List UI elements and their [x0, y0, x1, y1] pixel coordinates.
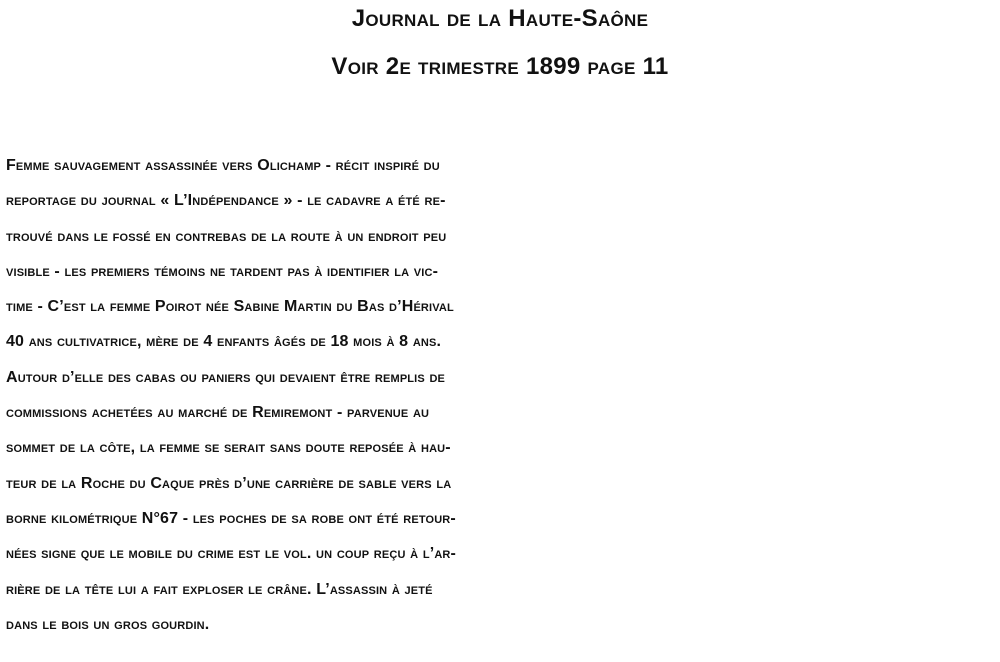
article-line: reportage du journal « L’Indépendance » - le cadavre a été re- — [6, 192, 446, 210]
article-line: sommet de la côte, la femme se serait sans doute reposée à hau- — [6, 439, 451, 457]
article-line: 40 ans cultivatrice, mère de 4 enfants âgés de 18 mois à 8 ans. — [6, 333, 442, 351]
article-line: trouvé dans le fossé en contrebas de la route à un endroit peu — [6, 227, 447, 245]
issue-reference: Voir 2e trimestre 1899 page 11 — [331, 53, 669, 80]
article-line: time - C’est la femme Poirot née Sabine Martin du Bas d’Hérival — [6, 298, 454, 316]
article-line: Autour d’elle des cabas ou paniers qui devaient être remplis de — [6, 368, 446, 386]
article-line: borne kilométrique N°67 - les poches de sa robe ont été retour- — [6, 509, 456, 527]
article-line: rière de la tête lui a fait exploser le crâne. L’assassin à jeté — [6, 580, 433, 598]
article-line: dans le bois un gros gourdin. — [6, 615, 210, 633]
article-line: visible - les premiers témoins ne tardent pas à identifier la vic- — [6, 262, 439, 280]
article-line: Femme sauvagement assassinée vers Olichamp - récit inspiré du — [6, 157, 440, 174]
newspaper-title: Journal de la Haute-Saône — [351, 5, 649, 32]
article-body — [6, 148, 996, 642]
article-line: commissions achetées au marché de Remiremont - parvenue au — [6, 404, 430, 422]
article-line: nées signe que le mobile du crime est le vol. un coup reçu à l’ar- — [6, 545, 456, 563]
article-line: teur de la Roche du Caque près d’une carrière de sable vers la — [6, 474, 452, 492]
